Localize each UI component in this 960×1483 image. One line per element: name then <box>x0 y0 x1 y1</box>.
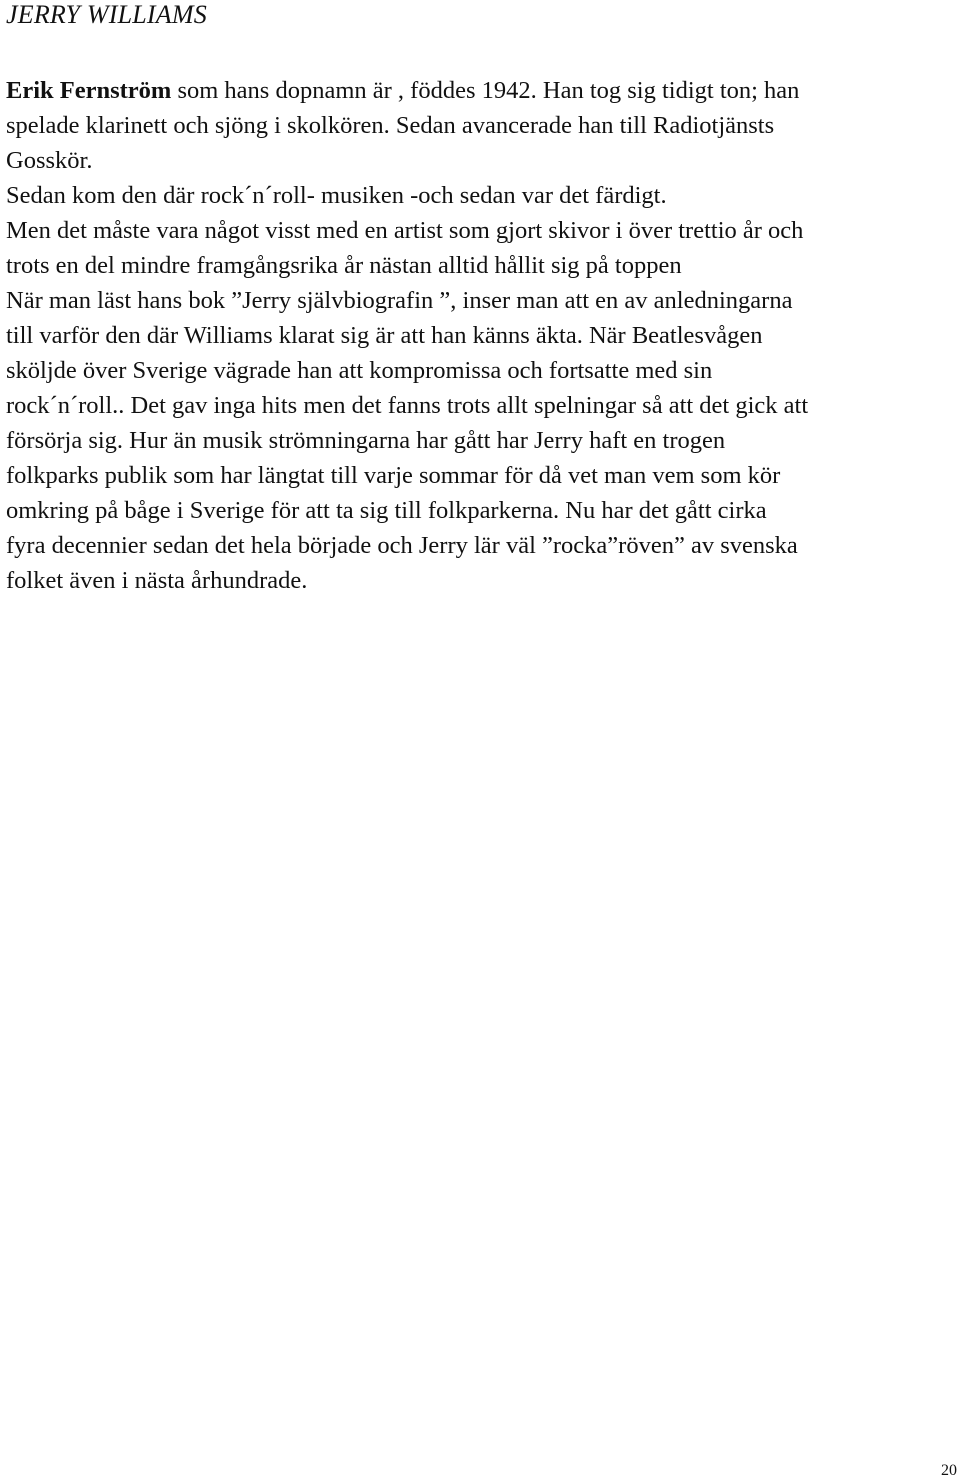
page-title: JERRY WILLIAMS <box>6 0 207 29</box>
body-paragraph <box>6 73 958 598</box>
body-text: som hans dopnamn är , föddes 1942. Han tog sig tidigt ton; han spelade klarinett och sjöng i skolkören. Sedan avancerade han till Radiotjänsts Gosskör. Sedan kom den där rock´n´roll- musiken -och sedan var det färdigt. Men det måste vara något visst med en artist som gjort skivor i över trettio år och trots en del mindre framgångsrika år nästan alltid hållit sig på toppen När man läst hans bok ”Jerry självbiografin ”, inser man att en av anledningarna till varför den där Williams klarat sig är att han känns äkta. När Beatlesvågen sköljde över Sverige vägrade han att kompromissa och fortsatte med sin rock´n´roll.. Det gav inga hits men det fanns trots allt spelningar så att det gick att försörja sig. Hur än musik strömningarna har gått har Jerry haft en trogen folkparks publik som har längtat till varje sommar för då vet man vem som kör omkring på båge i Sverige för att ta sig till folkparkerna. Nu har det gått cirka fyra decennier sedan det hela började och Jerry lär väl ”rocka”röven” av svenska folket även i nästa århundrade. <box>6 77 809 594</box>
lead-name: Erik Fernström <box>6 77 172 104</box>
page-number: 20 <box>941 1462 957 1479</box>
